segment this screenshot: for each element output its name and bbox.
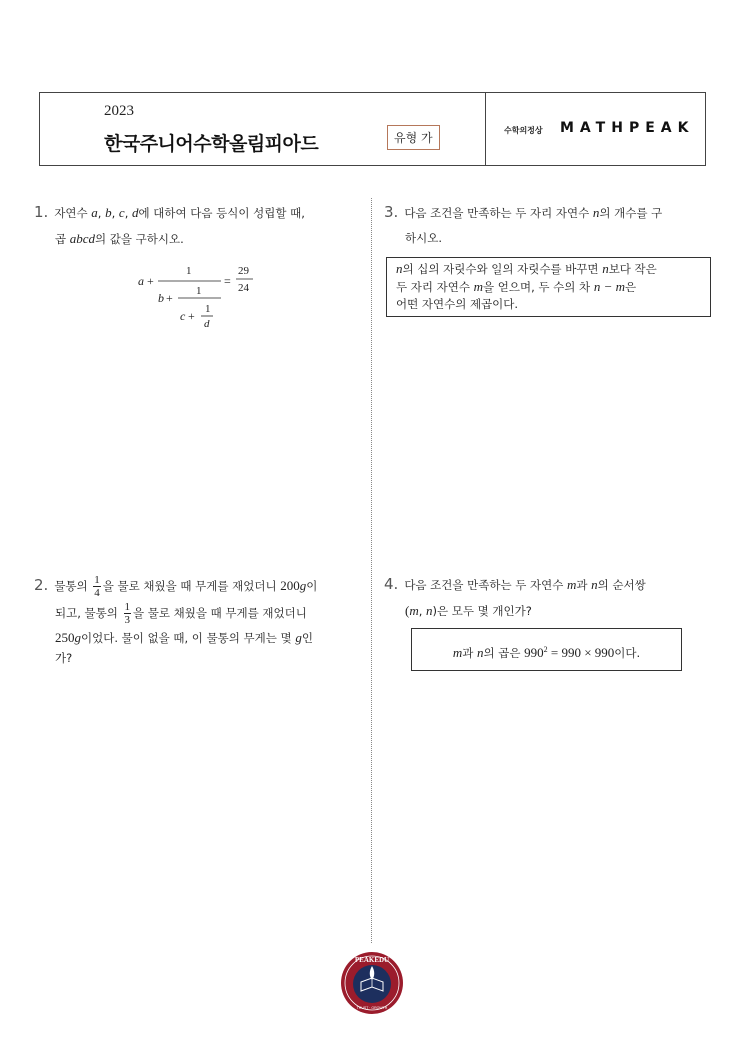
- text: 이: [306, 579, 318, 593]
- exam-year: 2023: [104, 103, 134, 119]
- svg-text:+: +: [166, 291, 173, 305]
- question-number: 2.: [34, 576, 49, 594]
- var-b: b: [105, 205, 112, 220]
- numerator: 1: [94, 574, 100, 586]
- svg-text:c: c: [180, 309, 186, 323]
- contest-title: 한국주니어수학올림피아드: [104, 133, 319, 155]
- svg-text:a: a: [138, 274, 144, 288]
- number: 200: [280, 578, 300, 593]
- var-a: a: [91, 205, 98, 220]
- var-c: c: [118, 205, 125, 220]
- text: 의 곱은: [483, 645, 525, 660]
- var-n: n: [476, 644, 484, 660]
- condition-line: [396, 260, 701, 278]
- var-m: m: [409, 603, 419, 618]
- text: 의 값을 구하시오.: [95, 232, 184, 246]
- text: 어떤 자연수의 제곱이다.: [396, 297, 519, 311]
- var-abcd: abcd: [69, 231, 96, 246]
- text: 과: [462, 645, 477, 660]
- question-number: 1.: [34, 203, 49, 221]
- continued-fraction-equation: [138, 262, 268, 336]
- question-2: [34, 572, 364, 667]
- text: 다음 조건을 만족하는 두 자연수: [404, 578, 568, 592]
- expr-n-minus-m: n − m: [593, 279, 625, 294]
- fraction-one-quarter: [93, 574, 101, 599]
- text: ,: [111, 206, 119, 220]
- column-divider: [371, 198, 372, 943]
- text: 을 얻으며, 두 수의 차: [483, 280, 594, 294]
- number: 990: [524, 644, 544, 660]
- svg-text:PEAKEDU: PEAKEDU: [354, 956, 390, 964]
- question-number: 4.: [384, 575, 399, 593]
- text: 자연수: [54, 206, 92, 220]
- question-number: 3.: [384, 203, 399, 221]
- equation-graphic: [138, 262, 268, 332]
- text: 물통의: [54, 579, 92, 593]
- text: 이다.: [614, 645, 641, 660]
- text: )은 모두 몇 개인가?: [432, 604, 532, 618]
- text: 보다 작은: [608, 262, 657, 276]
- logo-emblem-icon: [340, 951, 404, 1015]
- condition-line: [396, 278, 701, 296]
- exam-header: [39, 92, 706, 166]
- denominator: 3: [124, 614, 131, 626]
- exponent: 2: [543, 645, 548, 654]
- brand-tagline: 수학의정상: [504, 126, 543, 135]
- svg-text:1: 1: [186, 265, 192, 277]
- unit-g: g: [299, 578, 307, 593]
- text: 하시오.: [405, 231, 442, 245]
- condition-line: [396, 296, 701, 313]
- svg-text:TRUST · GROWTH: TRUST · GROWTH: [356, 1006, 388, 1010]
- fraction-one-third: [124, 601, 132, 626]
- var-m: m: [452, 644, 463, 660]
- text: 을 물로 채웠을 때 무게를 재었더니: [102, 579, 281, 593]
- header-divider: [485, 93, 486, 165]
- text: 과: [576, 578, 592, 592]
- denominator: 4: [94, 587, 100, 599]
- var-d: d: [132, 205, 139, 220]
- brand-name: MATHPEAK: [560, 120, 695, 136]
- question-3: [384, 200, 714, 251]
- question-1: [34, 200, 364, 252]
- text: 가?: [55, 651, 73, 665]
- svg-text:+: +: [188, 309, 195, 323]
- svg-text:+: +: [147, 274, 154, 288]
- svg-text:1: 1: [196, 285, 202, 297]
- text: 이었다. 물이 없을 때, 이 물통의 무게는 몇: [81, 631, 296, 645]
- text: ,: [124, 206, 133, 220]
- numerator: 1: [124, 601, 131, 613]
- text: 인: [301, 631, 313, 645]
- text: 의 순서쌍: [597, 578, 646, 592]
- type-badge: 유형 가: [387, 125, 440, 150]
- svg-text:=: =: [224, 274, 231, 288]
- svg-text:d: d: [204, 318, 210, 330]
- var-n: n: [396, 261, 403, 276]
- unit-g: g: [74, 630, 81, 645]
- unit-g: g: [295, 630, 302, 645]
- text: ,: [97, 206, 106, 220]
- number: 250: [55, 630, 75, 645]
- text: ,: [418, 604, 427, 618]
- peakedu-logo: [340, 951, 404, 1015]
- condition-box-3: [386, 257, 711, 317]
- text: 의 십의 자릿수와 일의 자릿수를 바꾸면: [402, 262, 603, 276]
- text: 되고, 물통의: [55, 606, 122, 620]
- svg-text:b: b: [158, 291, 164, 305]
- svg-text:1: 1: [205, 303, 211, 315]
- var-m: m: [473, 279, 484, 294]
- condition-box-4: [411, 628, 682, 671]
- text: 의 개수를 구: [599, 206, 663, 220]
- text: 을 물로 채웠을 때 무게를 재었더니: [133, 606, 307, 620]
- var-n: n: [426, 603, 433, 618]
- svg-text:24: 24: [238, 282, 249, 294]
- question-4: [384, 572, 714, 624]
- text: 곱: [55, 232, 70, 246]
- var-n: n: [591, 577, 598, 592]
- expression: = 990 × 990: [547, 644, 615, 660]
- text: 다음 조건을 만족하는 두 자리 자연수: [404, 206, 593, 220]
- var-n: n: [602, 261, 609, 276]
- svg-text:29: 29: [238, 265, 249, 277]
- var-n: n: [592, 205, 600, 220]
- text: (: [405, 603, 410, 618]
- text: 에 대하여 다음 등식이 성립할 때,: [138, 206, 305, 220]
- var-m: m: [567, 577, 577, 592]
- text: 은: [625, 280, 637, 294]
- text: 두 자리 자연수: [396, 280, 474, 294]
